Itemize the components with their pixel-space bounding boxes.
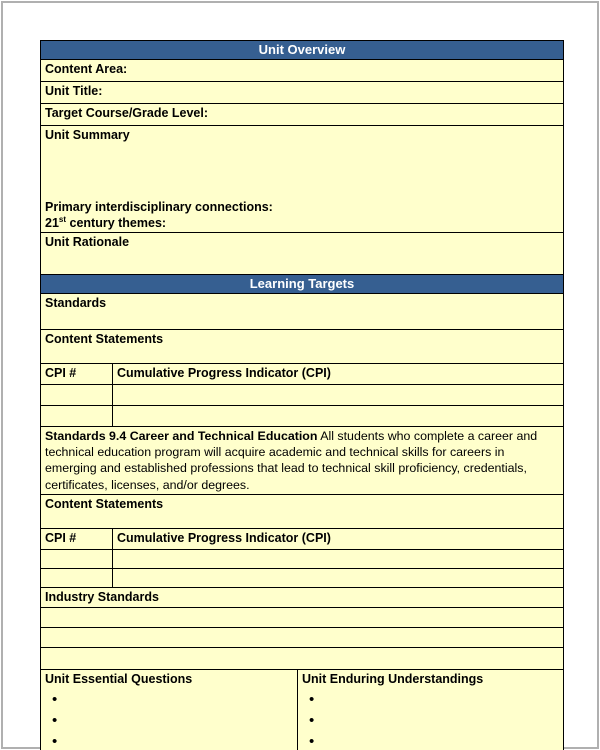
unit-overview-header: Unit Overview xyxy=(41,41,564,60)
bullet-icon: • xyxy=(52,690,58,708)
spacer-row xyxy=(41,647,564,669)
bullet-item xyxy=(302,731,559,750)
unit-template-table xyxy=(40,40,564,750)
bullet-item xyxy=(302,689,559,710)
cpi-indicator-header-2: Cumulative Progress Indicator (CPI) xyxy=(113,528,564,549)
content-statements-row-2 xyxy=(41,494,564,528)
cpi-empty-row-2b xyxy=(41,568,564,587)
cpi-number-header-1: CPI # xyxy=(41,364,113,385)
standards-94-row xyxy=(41,427,564,495)
cpi-empty-row-1b xyxy=(41,406,564,427)
bullet-item xyxy=(45,689,293,710)
unit-rationale-label: Unit Rationale xyxy=(41,233,564,275)
bullet-icon: • xyxy=(52,732,58,750)
standards-94-paragraph xyxy=(41,427,564,495)
content-statements-row-1 xyxy=(41,330,564,364)
target-course-label: Target Course/Grade Level: xyxy=(41,104,564,126)
bullet-item xyxy=(302,710,559,731)
unit-summary-row xyxy=(41,126,564,233)
cpi-number-cell xyxy=(41,385,113,406)
industry-empty-row-1 xyxy=(41,607,564,627)
unit-summary-label: Unit Summary xyxy=(45,128,130,142)
essential-questions-label: Unit Essential Questions xyxy=(45,671,193,686)
content-statements-label-2: Content Statements xyxy=(41,494,564,528)
unit-rationale-row xyxy=(41,233,564,275)
bullet-item xyxy=(45,710,293,731)
industry-standards-label: Industry Standards xyxy=(41,587,564,607)
target-course-row xyxy=(41,104,564,126)
standards-row xyxy=(41,294,564,330)
learning-targets-header-row xyxy=(41,275,564,294)
questions-understandings-row xyxy=(41,669,564,750)
cpi-indicator-cell xyxy=(113,385,564,406)
learning-targets-header: Learning Targets xyxy=(41,275,564,294)
cpi-indicator-cell xyxy=(113,568,564,587)
cpi-number-cell xyxy=(41,568,113,587)
primary-connections-label: Primary interdisciplinary connections: xyxy=(45,200,273,214)
century-rest: century themes: xyxy=(66,216,167,230)
cpi-number-cell xyxy=(41,406,113,427)
content-area-row xyxy=(41,60,564,82)
bullet-icon: • xyxy=(309,690,315,708)
cpi-header-row-1 xyxy=(41,364,564,385)
standards-94-body: All students who complete a career and technical education program will acquire academic and technical skills for careers in emerging and established professions that lead to technical skill proficiency, credentials, certificates, licenses, and/or degrees. xyxy=(45,429,538,492)
enduring-understandings-cell xyxy=(298,669,564,750)
cpi-empty-row-2a xyxy=(41,549,564,568)
standards-94-title: Standards 9.4 Career and Technical Education xyxy=(45,429,318,443)
unit-title-label: Unit Title: xyxy=(41,82,564,104)
industry-empty-row-2 xyxy=(41,627,564,647)
bullet-icon: • xyxy=(309,732,315,750)
unit-summary-cell xyxy=(41,126,564,233)
cpi-header-row-2 xyxy=(41,528,564,549)
century-themes-label xyxy=(45,215,559,231)
industry-empty-cell xyxy=(41,627,564,647)
unit-title-row xyxy=(41,82,564,104)
unit-summary-blank-space xyxy=(45,143,559,199)
cpi-number-header-2: CPI # xyxy=(41,528,113,549)
content-area-label: Content Area: xyxy=(41,60,564,82)
cpi-number-cell xyxy=(41,549,113,568)
standards-label: Standards xyxy=(41,294,564,330)
unit-overview-header-row xyxy=(41,41,564,60)
bullet-icon: • xyxy=(52,711,58,729)
content-statements-label-1: Content Statements xyxy=(41,330,564,364)
century-superscript: st xyxy=(58,214,67,224)
cpi-indicator-header-1: Cumulative Progress Indicator (CPI) xyxy=(113,364,564,385)
cpi-empty-row-1a xyxy=(41,385,564,406)
industry-empty-cell xyxy=(41,607,564,627)
enduring-understandings-label: Unit Enduring Understandings xyxy=(302,671,484,686)
essential-questions-cell xyxy=(41,669,298,750)
cpi-indicator-cell xyxy=(113,549,564,568)
bullet-icon: • xyxy=(309,711,315,729)
century-prefix: 21 xyxy=(45,216,59,230)
bullet-item xyxy=(45,731,293,750)
cpi-indicator-cell xyxy=(113,406,564,427)
industry-standards-row xyxy=(41,587,564,607)
spacer-cell xyxy=(41,647,564,669)
